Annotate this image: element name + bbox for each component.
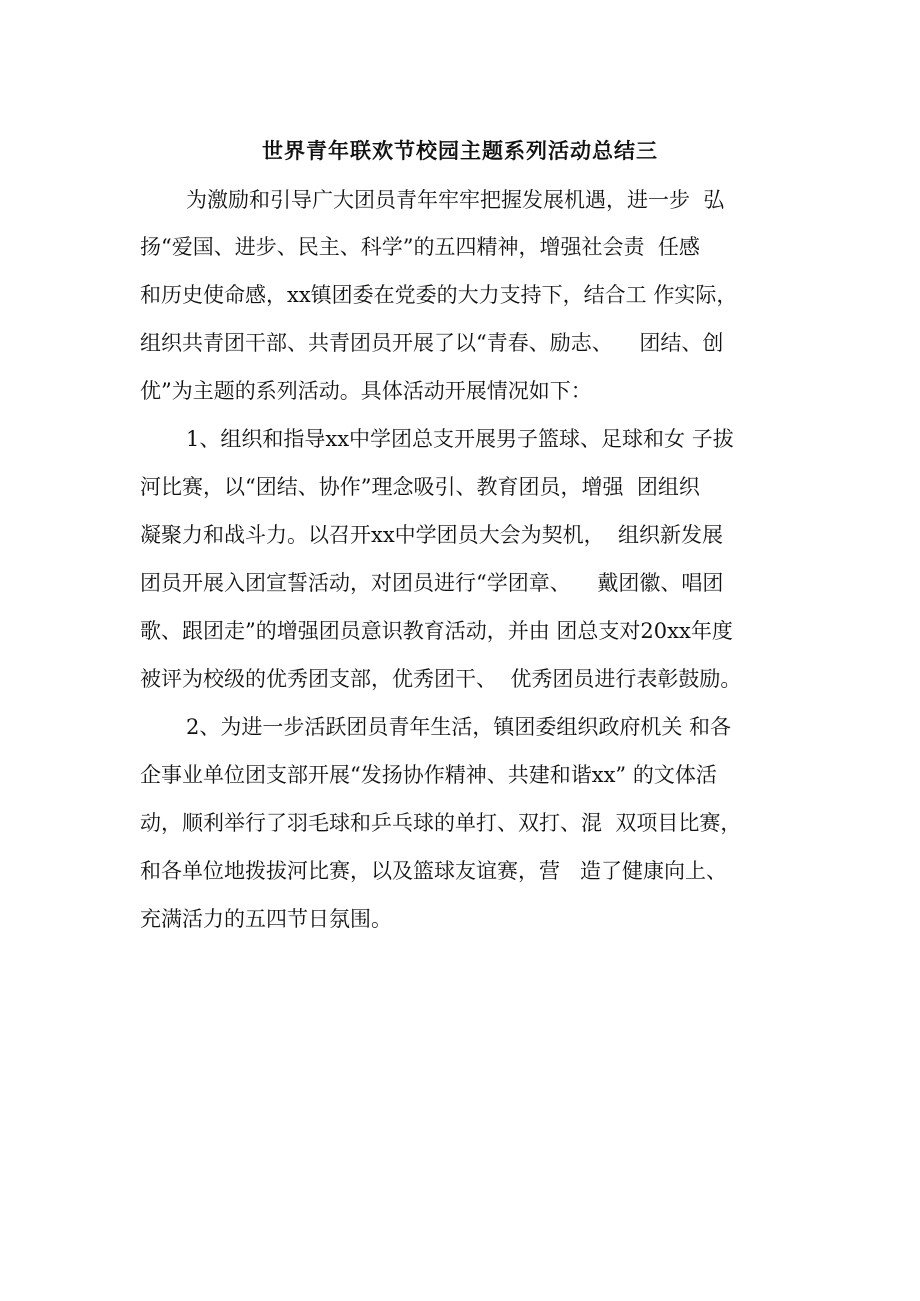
paragraph-3-line-1: 2、为进一步活跃团员青年生活，镇团委组织政府机关 和各 <box>186 715 732 739</box>
paragraph-2-line-1: 1、组织和指导xx中学团总支开展男子篮球、足球和女 子拔 <box>186 427 734 451</box>
paragraph-2-line-2: 河比赛，以“团结、协作”理念吸引、教育团员，增强 团组织 <box>140 475 700 499</box>
paragraph-1-line-5: 优”为主题的系列活动。具体活动开展情况如下： <box>140 379 592 403</box>
paragraph-2-line-3: 凝聚力和战斗力。以召开xx中学团员大会为契机， 组织新发展 <box>140 523 724 547</box>
paragraph-2-line-4: 团员开展入团宣誓活动，对团员进行“学团章、 戴团徽、唱团 <box>140 571 724 595</box>
paragraph-1-line-3: 和历史使命感，xx镇团委在党委的大力支持下，结合工 作实际， <box>140 283 738 307</box>
paragraph-1-line-2: 扬“爱国、进步、民主、科学”的五四精神，增强社会责 任感 <box>140 235 700 259</box>
paragraph-2-line-5: 歌、跟团走”的增强团员意识教育活动，并由 团总支对20xx年度 <box>140 619 733 643</box>
paragraph-2-line-6: 被评为校级的优秀团支部，优秀团干、 优秀团员进行表彰鼓励。 <box>140 667 742 691</box>
paragraph-3-line-2: 企事业单位团支部开展“发扬协作精神、共建和谐xx” 的文体活 <box>140 763 717 787</box>
paragraph-3-line-3: 动，顺利举行了羽毛球和乒乓球的单打、双打、混 双项目比赛， <box>140 811 742 835</box>
paragraph-3-line-5: 充满活力的五四节日氛围。 <box>140 907 392 931</box>
paragraph-1-line-4: 组织共青团干部、共青团员开展了以“青春、励志、 团结、创 <box>140 331 724 355</box>
paragraph-1-line-1: 为激励和引导广大团员青年牢牢把握发展机遇，进一步 弘 <box>186 188 725 212</box>
document-title: 世界青年联欢节校园主题系列活动总结三 <box>262 139 658 163</box>
paragraph-3-line-4: 和各单位地拨拔河比赛，以及篮球友谊赛，营 造了健康向上、 <box>140 859 728 883</box>
